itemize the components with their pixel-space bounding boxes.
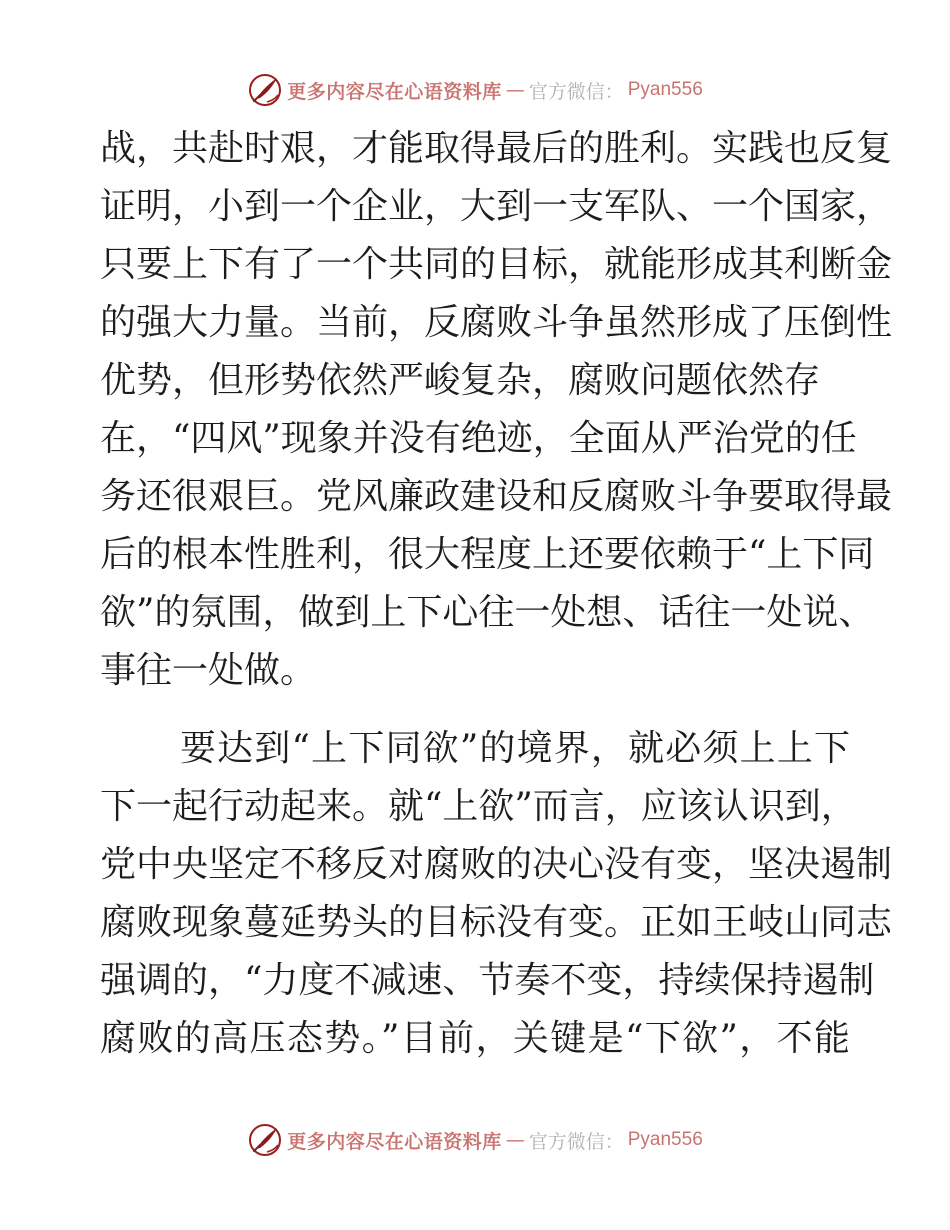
text-line: 在，“四风”现象并没有绝迹，全面从严治党的任 — [100, 418, 857, 459]
header-dash: — — [505, 79, 525, 101]
footer-banner — [0, 1120, 950, 1160]
text-line: 腐败的高压态势。”目前，关键是“下欲”，不能 — [100, 1018, 850, 1059]
text-line: 腐败现象蔓延势头的目标没有变。正如王岐山同志 — [100, 902, 893, 943]
footer-wechat-id: Pyan556 — [627, 1129, 703, 1150]
text-line: 务还很艰巨。党风廉政建设和反腐败斗争要取得最 — [100, 476, 893, 517]
text-line: 战，共赴时艰，才能取得最后的胜利。实践也反复 — [100, 128, 893, 169]
footer-dash: — — [505, 1129, 525, 1151]
text-line: 后的根本性胜利，很大程度上还要依赖于“上下同 — [100, 534, 875, 575]
text-line: 优势，但形势依然严峻复杂，腐败问题依然存 — [100, 360, 821, 401]
quill-logo-icon — [247, 1122, 283, 1158]
text-line: 强调的，“力度不减速、节奏不变，持续保持遏制 — [100, 960, 875, 1001]
text-line: 要达到“上下同欲”的境界，就必须上上下 — [180, 728, 850, 769]
header-promo-text: 更多内容尽在心语资料库 — [287, 80, 502, 103]
header-wechat-label: 官方微信： — [528, 80, 624, 103]
text-line: 党中央坚定不移反对腐败的决心没有变，坚决遏制 — [100, 844, 893, 885]
footer-wechat-label: 官方微信： — [528, 1130, 624, 1153]
text-line: 下一起行动起来。就“上欲”而言，应该认识到， — [100, 786, 857, 827]
footer-promo-text: 更多内容尽在心语资料库 — [287, 1130, 502, 1153]
text-line: 欲”的氛围，做到上下心往一处想、话往一处说、 — [100, 592, 875, 633]
text-line: 事往一处做。 — [100, 650, 317, 691]
header-banner — [0, 70, 950, 110]
text-line: 的强大力量。当前，反腐败斗争虽然形成了压倒性 — [100, 302, 893, 343]
text-line: 只要上下有了一个共同的目标，就能形成其利断金 — [100, 244, 893, 285]
text-line: 证明，小到一个企业，大到一支军队、一个国家， — [100, 186, 893, 227]
quill-logo-icon — [247, 72, 283, 108]
header-wechat-id: Pyan556 — [627, 79, 703, 100]
